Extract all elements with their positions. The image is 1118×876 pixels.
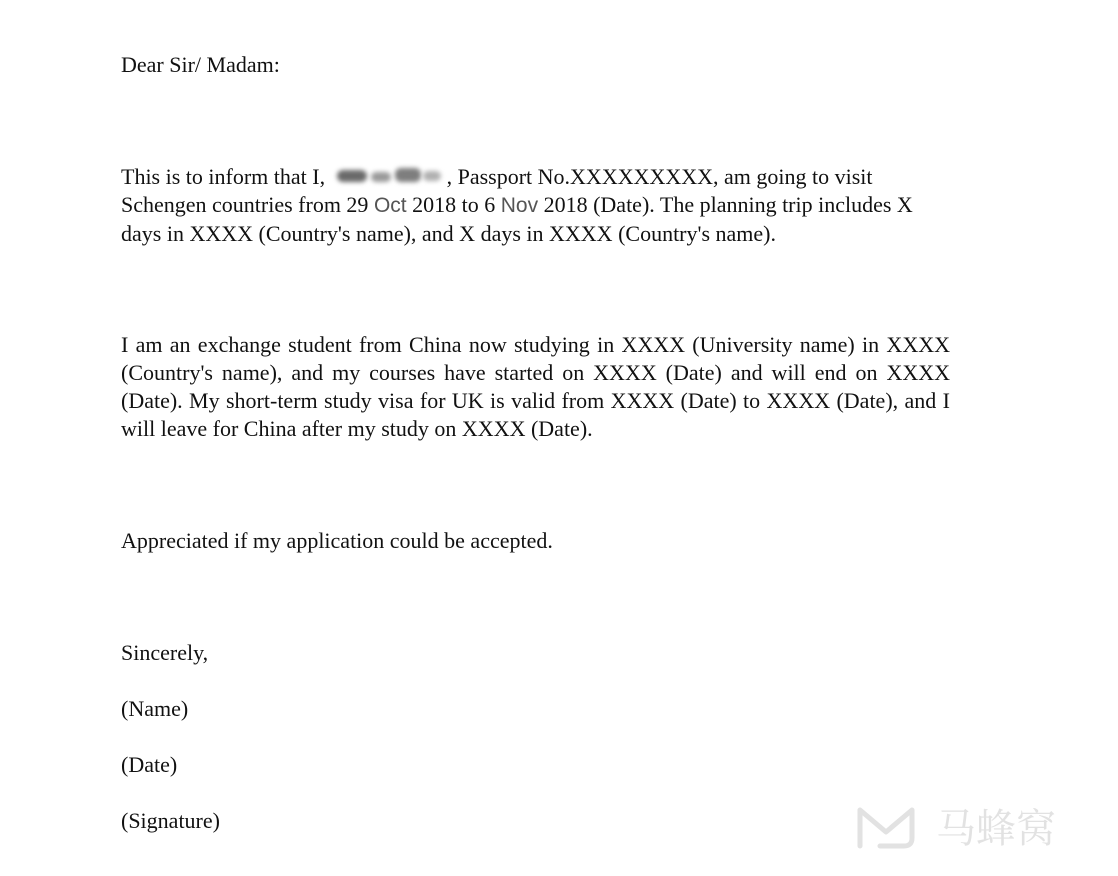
trip-end-month: Nov [500,194,539,217]
mafengwo-watermark [852,796,1112,856]
paragraph-appreciation: Appreciated if my application could be accepted. [121,528,553,553]
trip-intro-text: This is to inform that I, [121,164,331,189]
watermark-logo-icon [860,810,912,846]
signature-placeholder: (Signature) [121,808,220,833]
paragraph-study: I am an exchange student from China now studying in XXXX (University name) in XXXX (Country's name), and my courses have started on XXXX (Date) and will end on XXXX (Date). My short-term study visa for UK is valid from XXXX (Date) to XXXX (Date), and I will leave for China after my study on XXXX (Date). [121,332,950,441]
trip-rest-text: 2018 (Date). The planning trip includes X days in XXXX (Country's name), and X days in XXXX (Country's name). [121,192,913,246]
closing: Sincerely, [121,640,209,665]
salutation: Dear Sir/ Madam: [121,52,280,77]
paragraph-trip [121,163,950,248]
trip-passport-text: , Passport No.XXXXXXXXX, am going to visit Schengen countries from 29 [121,164,873,217]
name-placeholder: (Name) [121,696,189,721]
redacted-name [331,166,447,186]
date-placeholder: (Date) [121,752,178,777]
trip-start-month: Oct [373,194,407,217]
watermark-text: 马蜂窝 [936,806,1056,852]
trip-mid-text: 2018 to 6 [406,192,501,217]
